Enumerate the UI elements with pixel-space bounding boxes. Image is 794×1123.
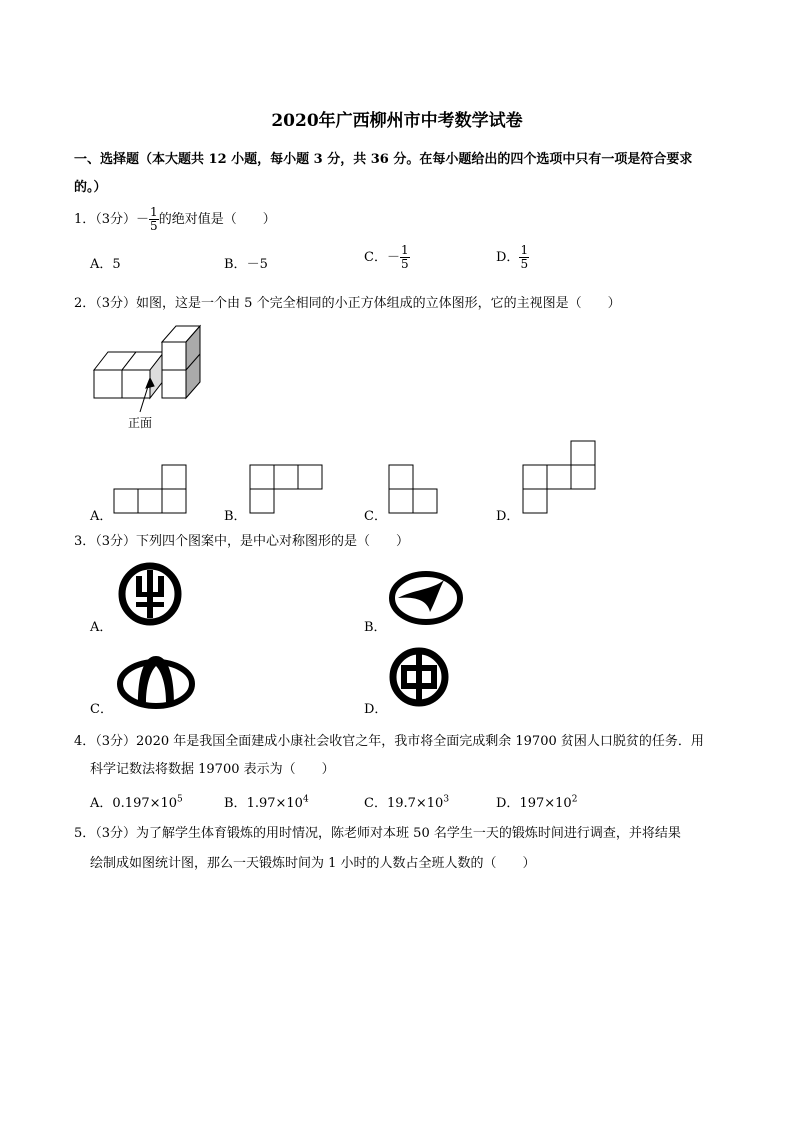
q3-option-b-label[interactable]: B． [364, 620, 387, 635]
q3-option-a-label[interactable]: A． [90, 620, 113, 635]
option-text: －5 [246, 257, 268, 272]
fraction-numerator: 1 [400, 243, 409, 257]
option-exponent: 5 [177, 794, 183, 805]
q2-option-a-label[interactable]: A． [90, 509, 113, 524]
q2-option-d-label[interactable]: D． [496, 509, 520, 524]
question-2-stem: 2．（3分）如图，这是一个由 5 个完全相同的小正方体组成的立体图形，它的主视图是（ ） [74, 296, 621, 311]
cube-stack-figure [88, 324, 208, 424]
fraction-denominator: 5 [520, 257, 529, 271]
q1-option-d[interactable] [496, 244, 529, 271]
q2-option-b-label[interactable]: B． [224, 509, 247, 524]
q2-option-c-label[interactable]: C． [364, 509, 387, 524]
q3-option-c-label[interactable]: C． [90, 702, 113, 717]
option-text: 5 [112, 257, 121, 272]
bird-logo-icon[interactable] [388, 570, 464, 626]
option-label: A． [90, 796, 113, 811]
option-label: D． [496, 796, 520, 811]
q4-option-c[interactable] [364, 792, 449, 811]
option-label: D． [496, 250, 520, 265]
question-3-stem: 3．（3分）下列四个图案中，是中心对称图形的是（ ） [74, 534, 410, 549]
page-title: 2020年广西柳州市中考数学试卷 [271, 111, 523, 131]
q4-option-b[interactable] [224, 792, 309, 811]
question-5-stem-line2: 绘制成如图统计图，那么一天锻炼时间为 1 小时的人数占全班人数的（ ） [90, 856, 536, 871]
option-label: B． [224, 796, 247, 811]
q2-option-c-figure[interactable] [389, 464, 439, 514]
q2-option-b-figure[interactable] [250, 464, 324, 514]
question-1-prefix: 1．（3分）－ [74, 212, 150, 227]
cube-front-face [162, 370, 186, 398]
option-base: 1.97×10 [246, 796, 303, 811]
option-base: 19.7×10 [386, 796, 444, 811]
q4-option-d[interactable] [496, 792, 577, 811]
option-label: A． [90, 257, 113, 272]
option-label: B． [224, 257, 247, 272]
question-5-stem-line1: 5．（3分）为了解学生体育锻炼的用时情况，陈老师对本班 50 名学生一天的锻炼时间进行调查，并将结果 [74, 826, 681, 841]
question-1-fraction [149, 206, 159, 233]
section-header-line2: 的。） [74, 180, 107, 195]
option-fraction [400, 244, 410, 271]
bank-of-china-logo-icon[interactable] [388, 646, 450, 708]
fraction-numerator: 1 [520, 243, 529, 257]
question-4-stem-line1: 4．（3分）2020 年是我国全面建成小康社会收官之年，我市将全面完成剩余 19700 贫困人口脱贫的任务．用 [74, 734, 704, 749]
arch-logo-icon[interactable] [116, 652, 196, 708]
option-exponent: 2 [571, 794, 578, 805]
q1-option-a[interactable] [90, 253, 121, 272]
fraction-denominator: 5 [400, 257, 409, 271]
option-base: 0.197×10 [112, 796, 178, 811]
question-4-stem-line2: 科学记数法将数据 19700 表示为（ ） [90, 762, 335, 777]
q4-option-a[interactable] [90, 792, 183, 811]
question-1-suffix: 的绝对值是（ ） [158, 212, 276, 227]
fraction-denominator: 5 [150, 219, 158, 233]
agricultural-bank-logo-icon[interactable] [118, 562, 182, 626]
q1-option-c[interactable] [364, 244, 410, 271]
option-text: － [386, 250, 400, 265]
fraction-numerator: 1 [150, 205, 158, 219]
option-exponent: 4 [302, 794, 309, 805]
section-header-line1: 一、选择题（本大题共 12 小题，每小题 3 分，共 36 分。在每小题给出的四个选项中只有一项是符合要求 [74, 152, 693, 167]
option-fraction [519, 244, 529, 271]
q2-option-d-figure[interactable] [523, 440, 597, 514]
q3-option-d-label[interactable]: D． [364, 702, 388, 717]
q2-option-a-figure[interactable] [114, 464, 188, 514]
question-1-stem [74, 206, 276, 233]
q1-option-b[interactable] [224, 253, 268, 272]
option-base: 197×10 [519, 796, 572, 811]
option-label: C． [364, 250, 387, 265]
option-exponent: 3 [443, 794, 450, 805]
figure-caption: 正面 [128, 416, 153, 430]
option-label: C． [364, 796, 387, 811]
cube-front-face [94, 370, 122, 398]
cube-front-face [162, 342, 186, 370]
